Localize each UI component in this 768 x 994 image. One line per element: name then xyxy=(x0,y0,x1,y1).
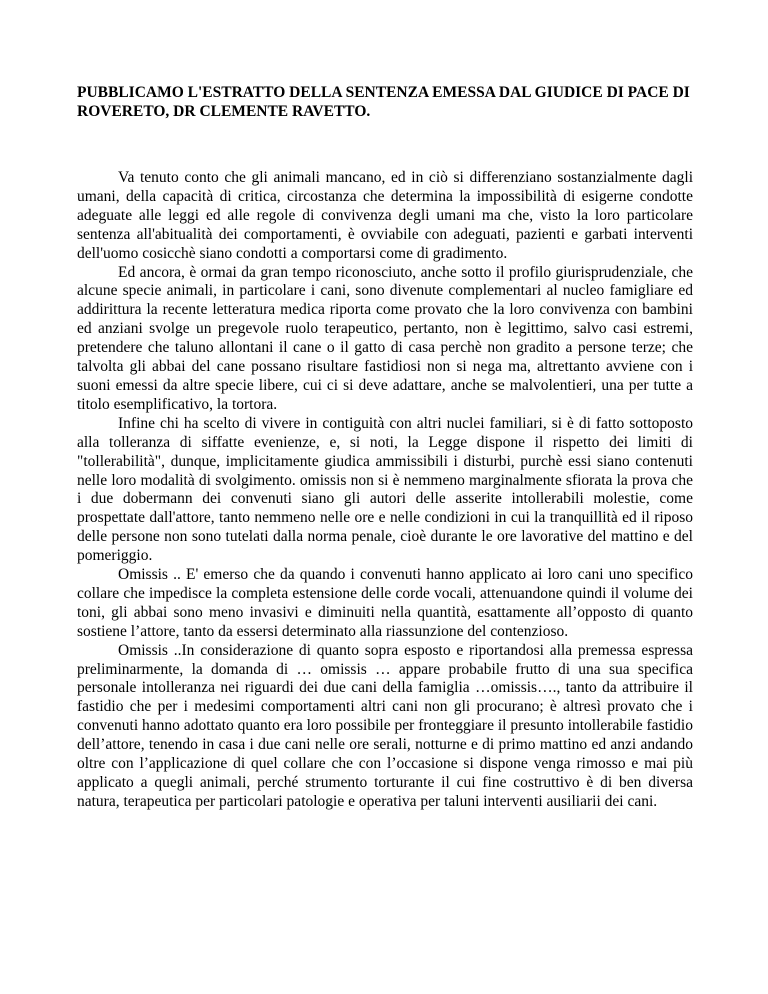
paragraph-4: Omissis .. E' emerso che da quando i convenuti hanno applicato ai loro cani uno specifico collare che impedisce la completa estensione delle corde vocali, attenuandone quindi il volume dei toni, gli abbai sono meno invasivi e diminuiti nella quantità, esattamente all’opposto di quanto sostiene l’attore, tanto da essersi determinato alla riassunzione del contenzioso. xyxy=(77,566,693,640)
paragraph-3: Infine chi ha scelto di vivere in contiguità con altri nuclei familiari, si è di fatto sottoposto alla tolleranza di siffatte evenienze, e, si noti, la Legge dispone il rispetto dei limiti di "tollerabilità", dunque, implicitamente giudica ammissibili i disturbi, purchè essi siano contenuti nelle loro modalità di svolgimento. omissis non si è nemmeno marginalmente sfiorata la prova che i due dobermann dei convenuti siano gli autori delle asserite intollerabili molestie, come prospettate dall'attore, tanto nemmeno nelle ore e nelle condizioni in cui la tranquillità ed il riposo delle persone non sono tutelati dalla norma penale, cioè durante le ore lavorative del mattino e del pomeriggio. xyxy=(77,414,693,565)
paragraph-2: Ed ancora, è ormai da gran tempo riconosciuto, anche sotto il profilo giurisprudenziale, che alcune specie animali, in particolare i cani, sono divenute complementari al nucleo famigliare ed addirittura la recente letteratura medica riporta come provato che la loro convivenza con bambini ed anziani svolge un pregevole ruolo terapeutico, pertanto, non è legittimo, salvo casi estremi, pretendere che taluno allontani il cane o il gatto di casa perchè non gradito a persone terze; che talvolta gli abbai del cane possano risultare fastidiosi non si nega ma, altrettanto avviene con i suoni emessi da altre specie libere, cui ci si deve adattare, anche se malvolentieri, una per tutte a titolo esemplificativo, la tortora. xyxy=(77,263,693,413)
paragraph-1: Va tenuto conto che gli animali mancano, ed in ciò si differenziano sostanzialmente dagli umani, della capacità di critica, circostanza che determina la impossibilità di esigerne condotte adeguate alle leggi ed alle regole di convivenza degli umani ma che, visto la loro particolare sentenza all'abitualità dei comportamenti, è ovviabile con adeguati, pazienti e garbati interventi dell'uomo cosicchè siano condotti a comportarsi come di gradimento. xyxy=(77,169,693,262)
paragraph-5: Omissis ..In considerazione di quanto sopra esposto e riportandosi alla premessa espressa preliminarmente, la domanda di … omissis … appare probabile frutto di una sua specifica personale intolleranza nei riguardi dei due cani della famiglia …omissis…., tanto da attribuire il fastidio che per i medesimi comportamenti altri cani non gli procurano; è altresì provato che i convenuti hanno adottato quanto era loro possibile per fronteggiare il presunto intollerabile fastidio dell’attore, tenendo in casa i due cani nelle ore serali, notturne e di primo mattino ed anzi andando oltre con l’applicazione di quel collare che con l’occasione si dispone venga rimosso e mai più applicato a quegli animali, perché strumento torturante il cui fine costruttivo è di ben diversa natura, terapeutica per particolari patologie e operativa per taluni interventi ausiliarii dei cani. xyxy=(77,641,693,810)
document-page xyxy=(77,83,693,812)
document-title: PUBBLICAMO L'ESTRATTO DELLA SENTENZA EMESSA DAL GIUDICE DI PACE DI ROVERETO, DR CLEMENTE RAVETTO. xyxy=(77,84,690,120)
document-body xyxy=(77,169,693,812)
